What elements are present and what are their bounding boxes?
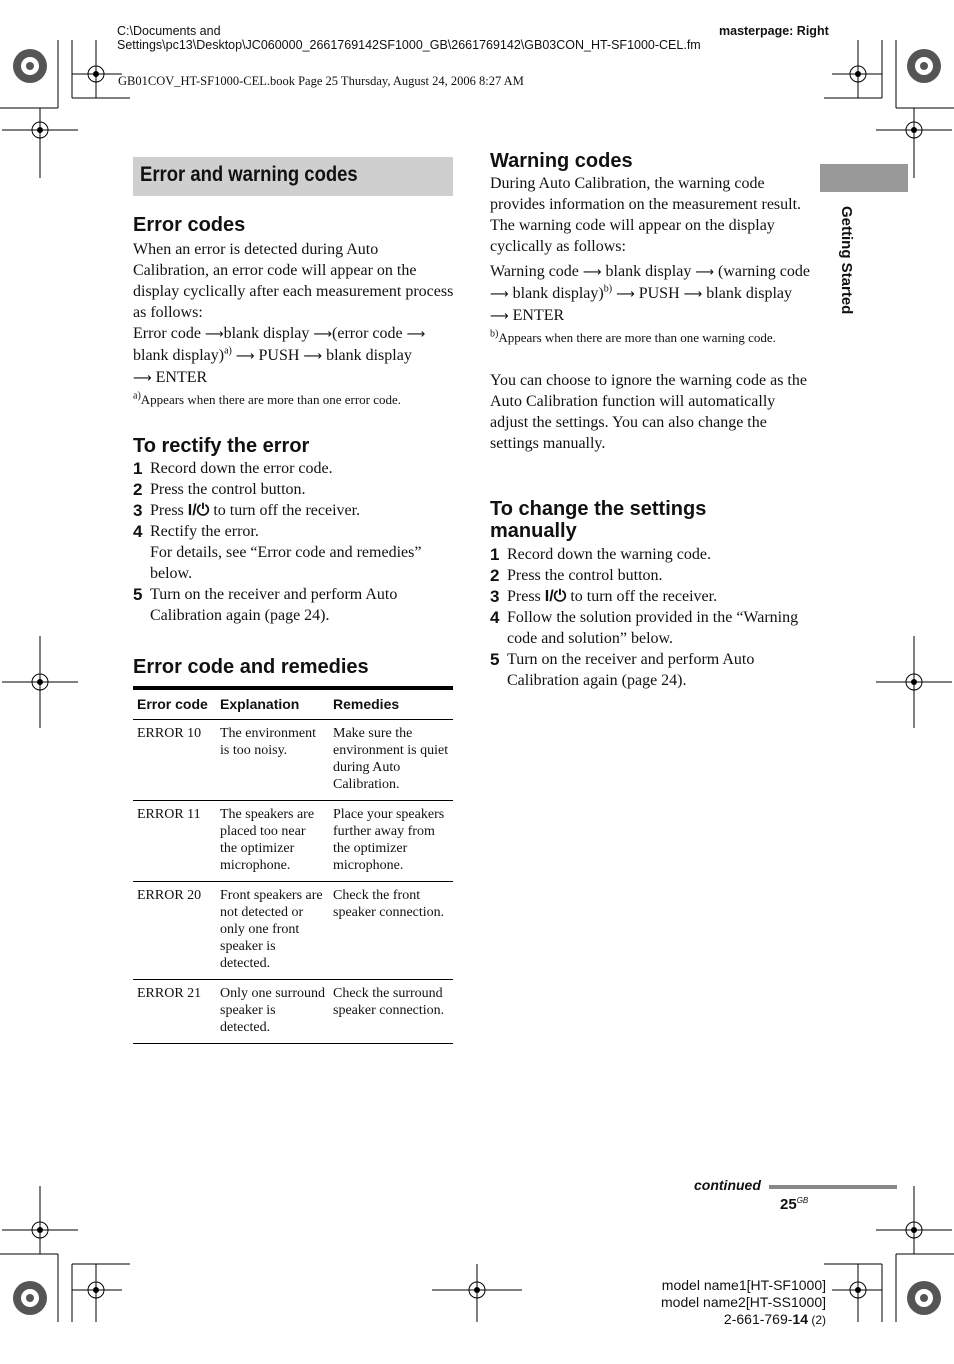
error-codes-footnote: $^{a)}$Appears when there are more than one error code. [133,390,402,407]
continued-bar [769,1185,897,1189]
table-row: ERROR 21 Only one surround speaker is detected. Check the surround speaker connection. [133,980,453,1044]
list-item: 3 Press I/⏻ to turn off the receiver. [490,587,718,606]
remedies-table [133,686,453,1044]
column-header: Remedies [333,696,400,712]
warning-code-sequence: Warning code ⟶ blank display ⟶ (warning code ⟶ blank display)$^{b)}$ ⟶ PUSH ⟶ blank display ⟶ ENTER [490,263,810,324]
list-item: 3 Press I/⏻ to turn off the receiver. [133,501,361,520]
error-codes-section [133,214,455,408]
arrow-icon: ⟶ [235,349,255,364]
arrow-icon: ⟶ [303,349,323,364]
page-number: $25^{GB}$ [780,1196,809,1213]
side-tab-label: Getting Started [838,206,855,315]
continued-label: continued [694,1177,761,1193]
arrow-icon: ⟶ [616,287,635,302]
model-name-2: model name2[HT-SS1000] [661,1294,826,1310]
column-header: Error code [137,696,208,712]
file-path-header: C:\Documents and Settings\pc13\Desktop\JC060000_2661769142SF1000_GB\2661769142\GB03CON_HT-SF1000-CEL.fm [117,24,701,52]
arrow-icon: ⟶ [313,327,333,342]
arrow-icon: ⟶ [133,371,152,386]
error-code-sequence: Error code ⟶blank display ⟶(error code ⟶ blank display)$^{a)}$ ⟶ PUSH ⟶ blank display ⟶ ENTER [133,325,426,386]
column-header: Explanation [220,696,300,712]
list-item: 5 Turn on the receiver and perform Auto Calibration again (page 24). [133,585,398,624]
warning-codes-section [490,150,810,454]
change-settings-section [490,498,810,691]
change-settings-steps [490,544,810,691]
section-title: Error and warning codes [140,163,358,186]
power-icon: I/⏻ [544,588,567,605]
remedies-heading: Error code and remedies [133,656,369,678]
catalog-code: 2-661-769-14 (2) [723,1311,826,1327]
arrow-icon: ⟶ [683,287,703,302]
error-codes-intro: When an error is detected during Auto Calibration, an error code will appear on the display cyclically after each measurement process as follows: [133,241,454,321]
power-icon: I/⏻ [187,502,210,519]
list-item: 2 Press the control button. [490,566,663,585]
warning-codes-note: You can choose to ignore the warning code as the Auto Calibration function will automatically adjust the settings. You can also change the settings manually. [490,372,807,452]
rectify-section [133,435,455,626]
list-item: 4 Rectify the error. For details, see “Error code and remedies” below. [133,522,422,582]
masterpage-label: masterpage: Right [719,24,829,38]
remedies-section [133,656,455,678]
list-item: 5 Turn on the receiver and perform Auto Calibration again (page 24). [490,650,755,689]
list-item: 1 Record down the error code. [133,459,333,478]
warning-codes-intro: During Auto Calibration, the warning code provides information on the measurement result. The warning code will appear on the display cyclically as follows: [490,175,802,255]
list-item: 2 Press the control button. [133,480,306,499]
model-name-1: model name1[HT-SF1000] [661,1277,826,1293]
table-row: ERROR 10 The environment is too noisy. Make sure the environment is quiet during Auto Calibration. [133,720,453,801]
model-info-footer [600,1277,826,1329]
arrow-icon: ⟶ [204,327,224,342]
arrow-icon: ⟶ [695,265,714,280]
rectify-steps [133,458,455,626]
arrow-icon: ⟶ [490,309,509,324]
side-tab-marker [820,164,908,192]
warning-codes-heading: Warning codes [490,150,633,172]
book-info-header: GB01COV_HT-SF1000-CEL.book Page 25 Thursday, August 24, 2006 8:27 AM [118,74,524,88]
table-header-row [133,688,453,720]
arrow-icon: ⟶ [406,327,426,342]
list-item: 1 Record down the warning code. [490,545,711,564]
rectify-heading: To rectify the error [133,435,310,457]
arrow-icon: ⟶ [490,287,509,302]
table-row: ERROR 20 Front speakers are not detected or only one front speaker is detected. Check the front speaker connection. [133,882,453,980]
table-row: ERROR 11 The speakers are placed too near the optimizer microphone. Place your speakers further away from the optimizer microphone. [133,801,453,882]
change-settings-heading: To change the settings manually [490,498,707,542]
arrow-icon: ⟶ [582,265,602,280]
list-item: 4 Follow the solution provided in the “Warning code and solution” below. [490,608,799,647]
warning-codes-footnote: $^{b)}$Appears when there are more than one warning code. [490,328,776,345]
error-codes-heading: Error codes [133,214,246,236]
